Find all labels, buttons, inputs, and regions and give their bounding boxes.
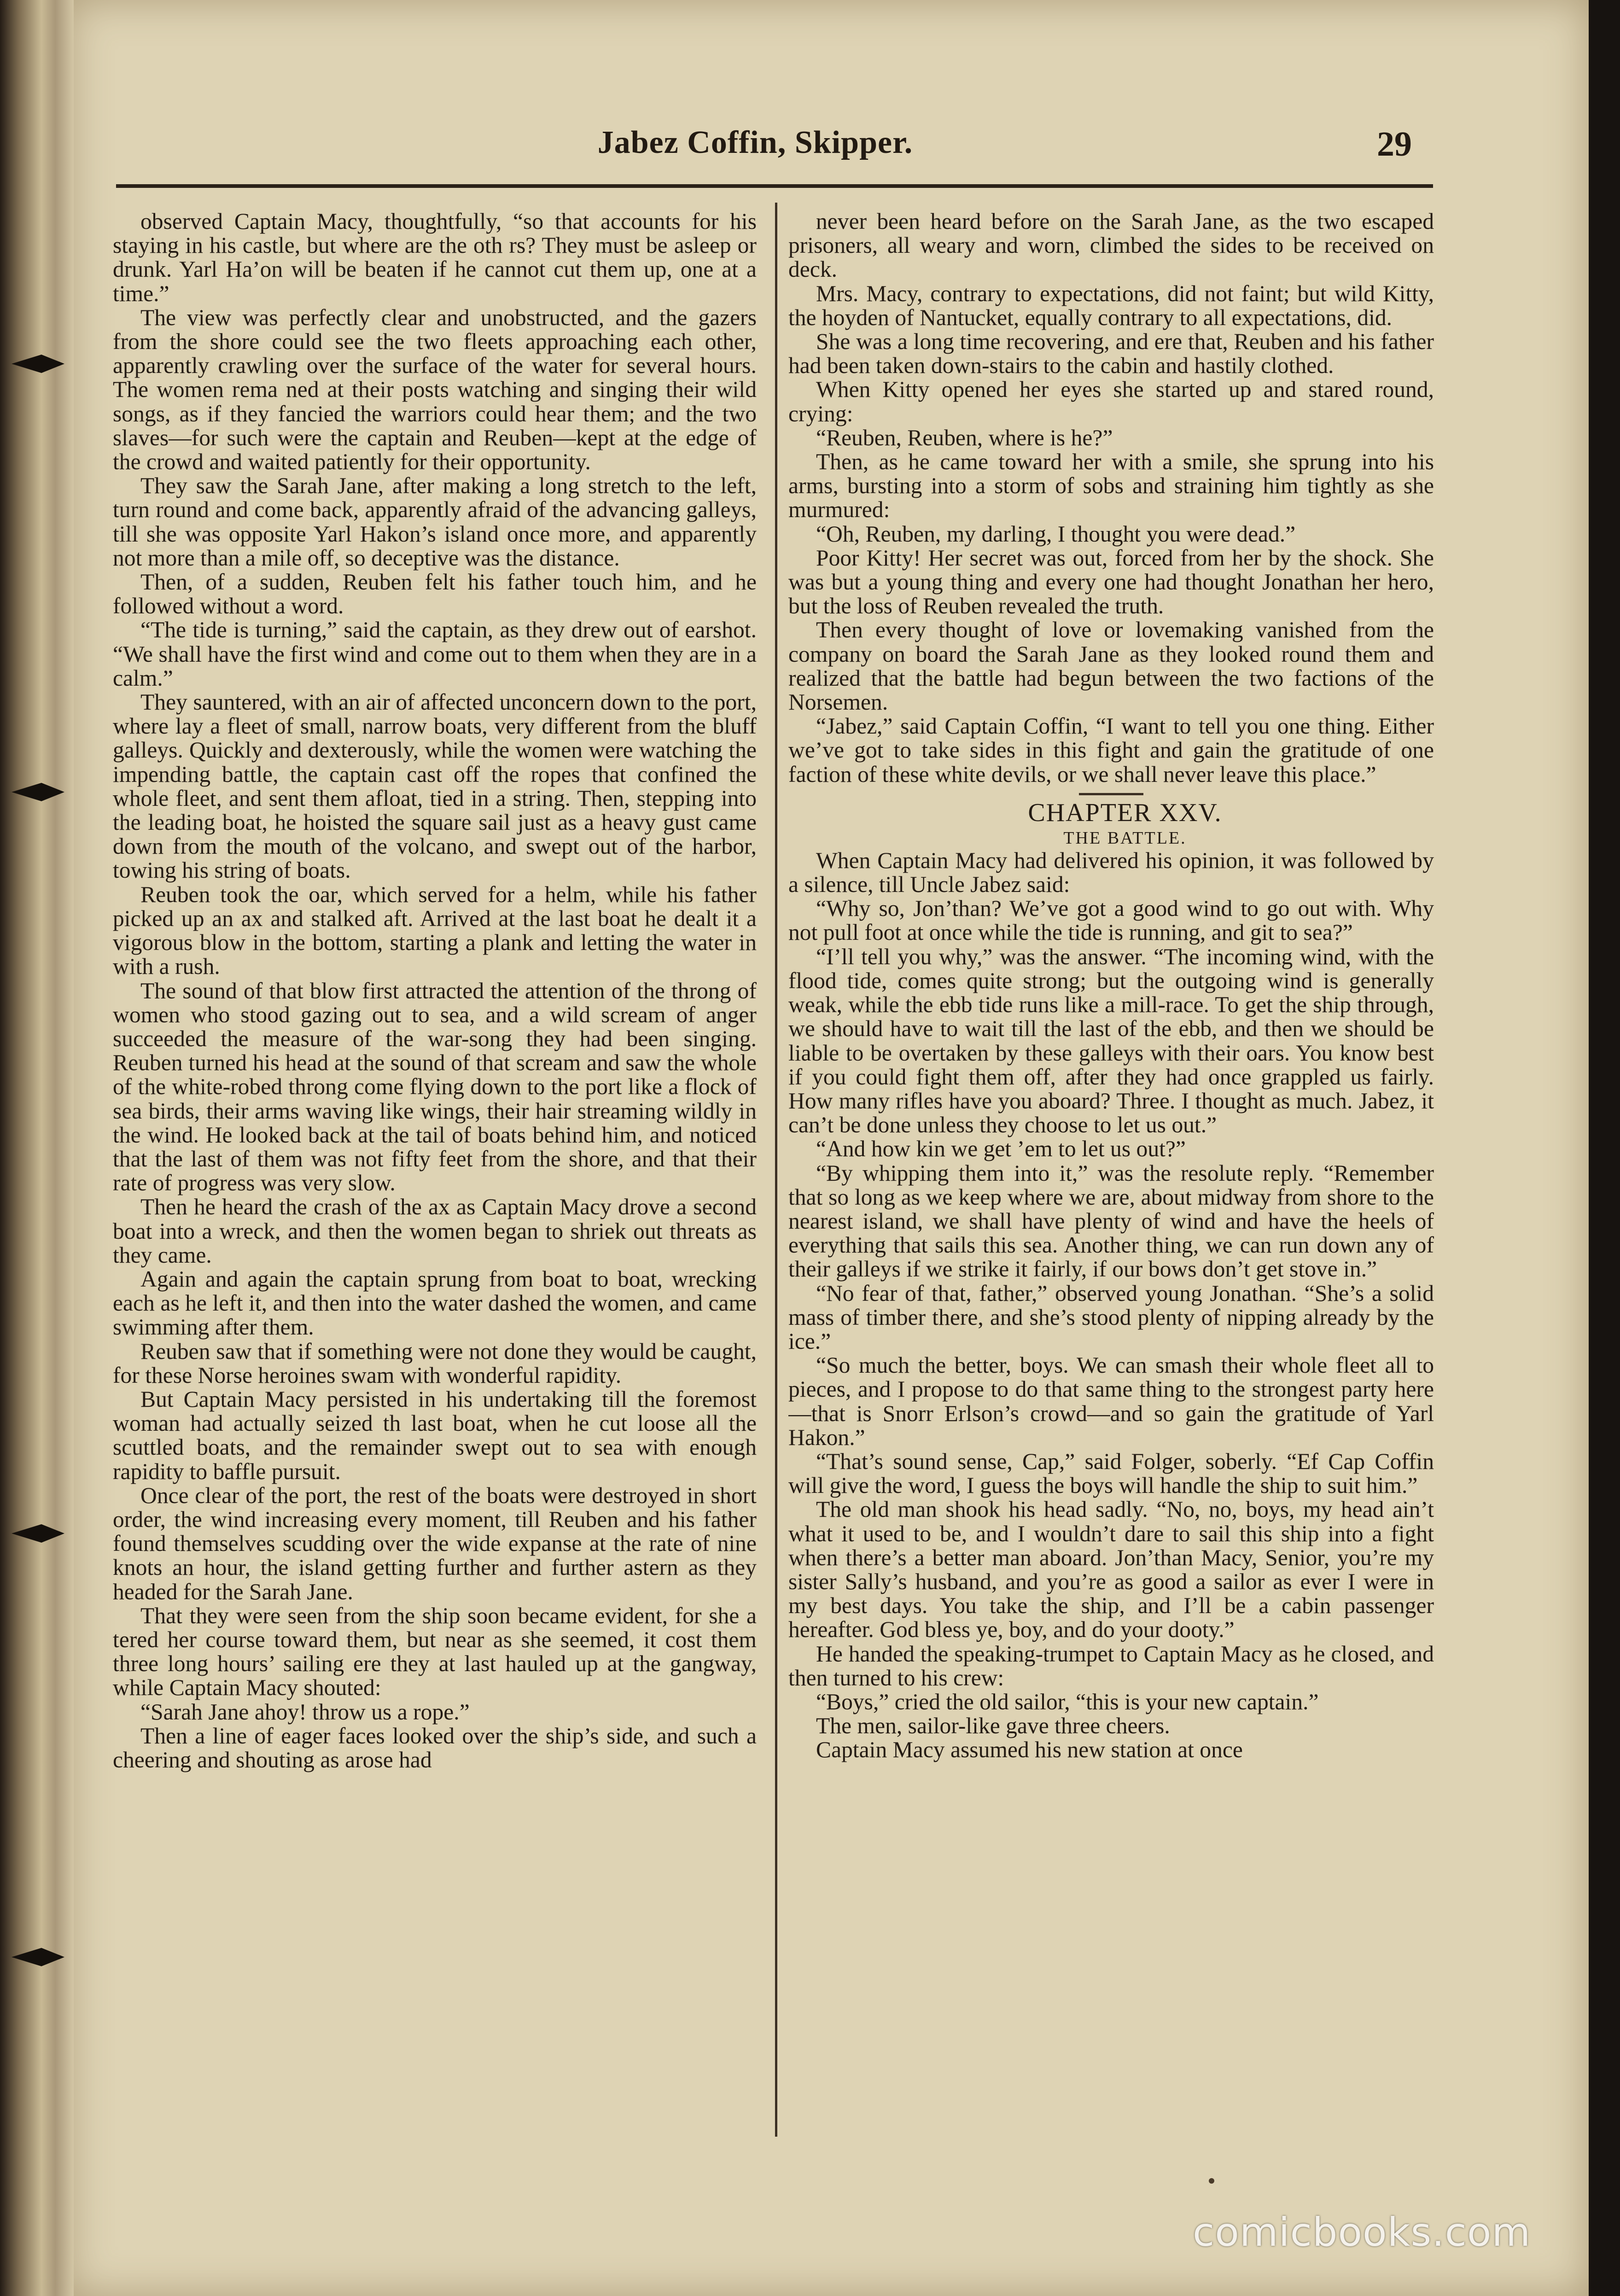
paragraph: The old man shook his head sadly. “No, no, boys, my head ain’t what it used to be, and I wouldn’t dare to sail this ship into a fight when there’s a better man aboard. Jon’than Macy, Senior, you’re my sister Sally’s husband, and you’re as good a sailor as ever I were in my best days. You take the ship, and I’ll be a cabin passenger hereafter. God bless ye, boy, and do your dooty.” bbox=[788, 1497, 1434, 1643]
paragraph: Again and again the captain sprung from boat to boat, wrecking each as he left it, and then into the water dashed the women, and came swimming after them. bbox=[113, 1266, 757, 1340]
paragraph: Reuben saw that if something were not done they would be caught, for these Norse heroines swam with wonderful rapidity. bbox=[113, 1338, 757, 1388]
column-divider bbox=[775, 203, 777, 2137]
right-column-text-before-chapter bbox=[788, 210, 1434, 787]
paragraph: “I’ll tell you why,” was the answer. “The incoming wind, with the flood tide, comes quite strong; but the outgoing wind is generally weak, while the ebb tide runs like a mill-race. To get the ship through, we should have to wait till the last of the ebb, and then we should be liable to be overtaken by these galleys with their oars. You know best if you could fight them off, after they had once grappled us fairly. How many rifles have you aboard? Three. I thought as much. Jabez, it can’t be done unless they choose to let us out.” bbox=[788, 944, 1434, 1138]
paragraph: The view was perfectly clear and unobstructed, and the gazers from the shore could see the two fleets approaching each other, apparently crawling over the surface of the water for several hours. The women rema ned at their posts watching and singing their wild songs, as if they fancied the warriors could hear them; and the two slaves—for such were the captain and Reuben—kept at the edge of the crowd and waited patiently for their opportunity. bbox=[113, 304, 757, 475]
paragraph: “By whipping them into it,” was the resolute reply. “Remember that so long as we keep where we are, about midway from shore to the nearest island, we shall have plenty of wind and have the heels of everything that sails this sea. Another thing, we can run down any of their galleys if we strike it fairly, if our bows don’t get stove in.” bbox=[788, 1160, 1434, 1282]
paragraph: They saw the Sarah Jane, after making a long stretch to the left, turn round and come back, apparently afraid of the advancing galleys, till she was opposite Yarl Hakon’s island once more, and apparently not more than a mile off, so deceptive was the distance. bbox=[113, 473, 757, 571]
running-title: Jabez Coffin, Skipper. bbox=[597, 125, 913, 160]
paragraph: “So much the better, boys. We can smash their whole fleet all to pieces, and I propose to do that same thing to the strongest party here—that is Snorr Erlson’s crowd—and so gain the gratitude of Yarl Hakon.” bbox=[788, 1352, 1434, 1450]
paragraph: Then every thought of love or lovemaking vanished from the company on board the Sarah Jane as they looked round them and realized that the battle had begun between the two factions of the Norsemen. bbox=[788, 617, 1434, 715]
paragraph: “Oh, Reuben, my darling, I thought you were dead.” bbox=[816, 521, 1296, 547]
paragraph: “The tide is turning,” said the captain, as they drew out of earshot. “We shall have the first wind and come out to them when they are in a calm.” bbox=[113, 617, 757, 691]
watermark: comicbooks.com bbox=[1193, 2209, 1531, 2255]
binding-stitch bbox=[9, 1520, 74, 1547]
chapter-rule bbox=[1079, 793, 1143, 795]
paragraph: Then, as he came toward her with a smile, she sprung into his arms, bursting into a storm of sobs and straining him tightly as she murmured: bbox=[788, 449, 1434, 523]
paragraph: “Boys,” cried the old sailor, “this is your new captain.” bbox=[816, 1689, 1319, 1714]
paragraph: That they were seen from the ship soon became evident, for she a tered her course toward them, but near as she seemed, it cost them three long hours’ sailing ere they at last hauled up at the gangway, while Captain Macy shouted: bbox=[113, 1603, 757, 1701]
paragraph: Then, of a sudden, Reuben felt his father touch him, and he followed without a word. bbox=[113, 569, 757, 619]
print-speck bbox=[1209, 2178, 1214, 2184]
paragraph: “And how kin we get ’em to let us out?” bbox=[816, 1136, 1186, 1162]
binding-stitch bbox=[9, 1943, 74, 1971]
paragraph: Then he heard the crash of the ax as Captain Macy drove a second boat into a wreck, and then the women began to shriek out threats as they came. bbox=[113, 1194, 757, 1268]
header-rule bbox=[116, 184, 1433, 188]
binding-stitch bbox=[9, 350, 74, 378]
paragraph: “Sarah Jane ahoy! throw us a rope.” bbox=[140, 1699, 470, 1725]
paragraph: They sauntered, with an air of affected unconcern down to the port, where lay a fleet of small, narrow boats, very different from the bluff galleys. Quickly and dexterously, while the women were watching the impending battle, the captain cast off the ropes that confined the whole fleet, and sent them afloat, tied in a string. Then, stepping into the leading boat, he hoisted the square sail just as a heavy gust came down from the mouth of the volcano, and swept out of the harbor, towing his string of boats. bbox=[113, 689, 757, 883]
paragraph: “That’s sound sense, Cap,” said Folger, soberly. “Ef Cap Coffin will give the word, I guess the boys will handle the ship to suit him.” bbox=[788, 1448, 1434, 1498]
paragraph: “Why so, Jon’than? We’ve got a good wind to go out with. Why not pull foot at once while the tide is running, and git to sea?” bbox=[788, 896, 1434, 945]
paragraph: When Kitty opened her eyes she started up and stared round, crying: bbox=[788, 377, 1434, 426]
paragraph: never been heard before on the Sarah Jane, as the two escaped prisoners, all weary and worn, climbed the sides to be received on deck. bbox=[788, 210, 1434, 282]
paragraph: When Captain Macy had delivered his opinion, it was followed by a silence, till Uncle Jabez said: bbox=[788, 847, 1434, 897]
paragraph: Mrs. Macy, contrary to expectations, did not faint; but wild Kitty, the hoyden of Nantucket, equally contrary to all expectations, did. bbox=[788, 280, 1434, 330]
paragraph: Then a line of eager faces looked over the ship’s side, and such a cheering and shouting as arose had bbox=[113, 1723, 757, 1772]
paragraph: She was a long time recovering, and ere that, Reuben and his father had been taken down-stairs to the cabin and hastily clothed. bbox=[788, 329, 1434, 379]
right-column-text-after-chapter bbox=[788, 849, 1434, 1762]
paragraph: “Jabez,” said Captain Coffin, “I want to tell you one thing. Either we’ve got to take sides in this fight and gain the gratitude of one faction of these white devils, or we shall never leave this place.” bbox=[788, 713, 1434, 787]
paragraph: Reuben took the oar, which served for a helm, while his father picked up an ax and stalked aft. Arrived at the last boat he dealt it a vigorous blow in the bottom, starting a plank and letting the water in with a rush. bbox=[113, 881, 757, 979]
right-column bbox=[788, 210, 1434, 2148]
paragraph: The men, sailor-like gave three cheers. bbox=[816, 1713, 1170, 1739]
left-column bbox=[113, 210, 757, 2148]
paragraph: The sound of that blow first attracted the attention of the throng of women who stood gazing out to sea, and a wild scream of anger succeeded the measure of the war-song they had been singing. Reuben turned his head at the sound of that scream and saw the whole of the white-robed throng come flying down to the port like a flock of sea birds, their arms waving like wings, their hair streaming wildly in the wind. He looked back at the tail of boats behind him, and noticed that the last of them was not fifty feet from the shore, and that their rate of progress was very slow. bbox=[113, 978, 757, 1196]
paragraph: Captain Macy assumed his new station at once bbox=[816, 1737, 1243, 1763]
paragraph: Poor Kitty! Her secret was out, forced from her by the shock. She was but a young thing and every one had thought Jonathan her hero, but the loss of Reuben revealed the truth. bbox=[788, 545, 1434, 619]
chapter-subtitle: THE BATTLE. bbox=[1063, 828, 1187, 848]
chapter-title: CHAPTER XXV. bbox=[1028, 798, 1222, 827]
paragraph: “No fear of that, father,” observed young Jonathan. “She’s a solid mass of timber there, and she’s stood plenty of nipping already by the ice.” bbox=[788, 1280, 1434, 1354]
paragraph: But Captain Macy persisted in his undertaking till the foremost woman had actually seized th last boat, when he cut loose all the scuttled boats, and the remainder swept out to sea with enough rapidity to baffle pursuit. bbox=[113, 1386, 757, 1484]
page-number: 29 bbox=[1377, 125, 1412, 163]
paragraph: He handed the speaking-trumpet to Captain Macy as he closed, and then turned to his crew: bbox=[788, 1641, 1434, 1690]
paragraph: “Reuben, Reuben, where is he?” bbox=[816, 425, 1113, 450]
paragraph: Once clear of the port, the rest of the boats were destroyed in short order, the wind increasing every moment, till Reuben and his father found themselves scudding over the wide expanse at the rate of nine knots an hour, the island getting further and further astern as they headed for the Sarah Jane. bbox=[113, 1482, 757, 1604]
paragraph: observed Captain Macy, thoughtfully, “so that accounts for his staying in his castle, but where are the oth rs? They must be asleep or drunk. Yarl Ha’on will be beaten if he cannot cut them up, one at a time.” bbox=[113, 210, 757, 306]
binding-stitch bbox=[9, 778, 74, 806]
